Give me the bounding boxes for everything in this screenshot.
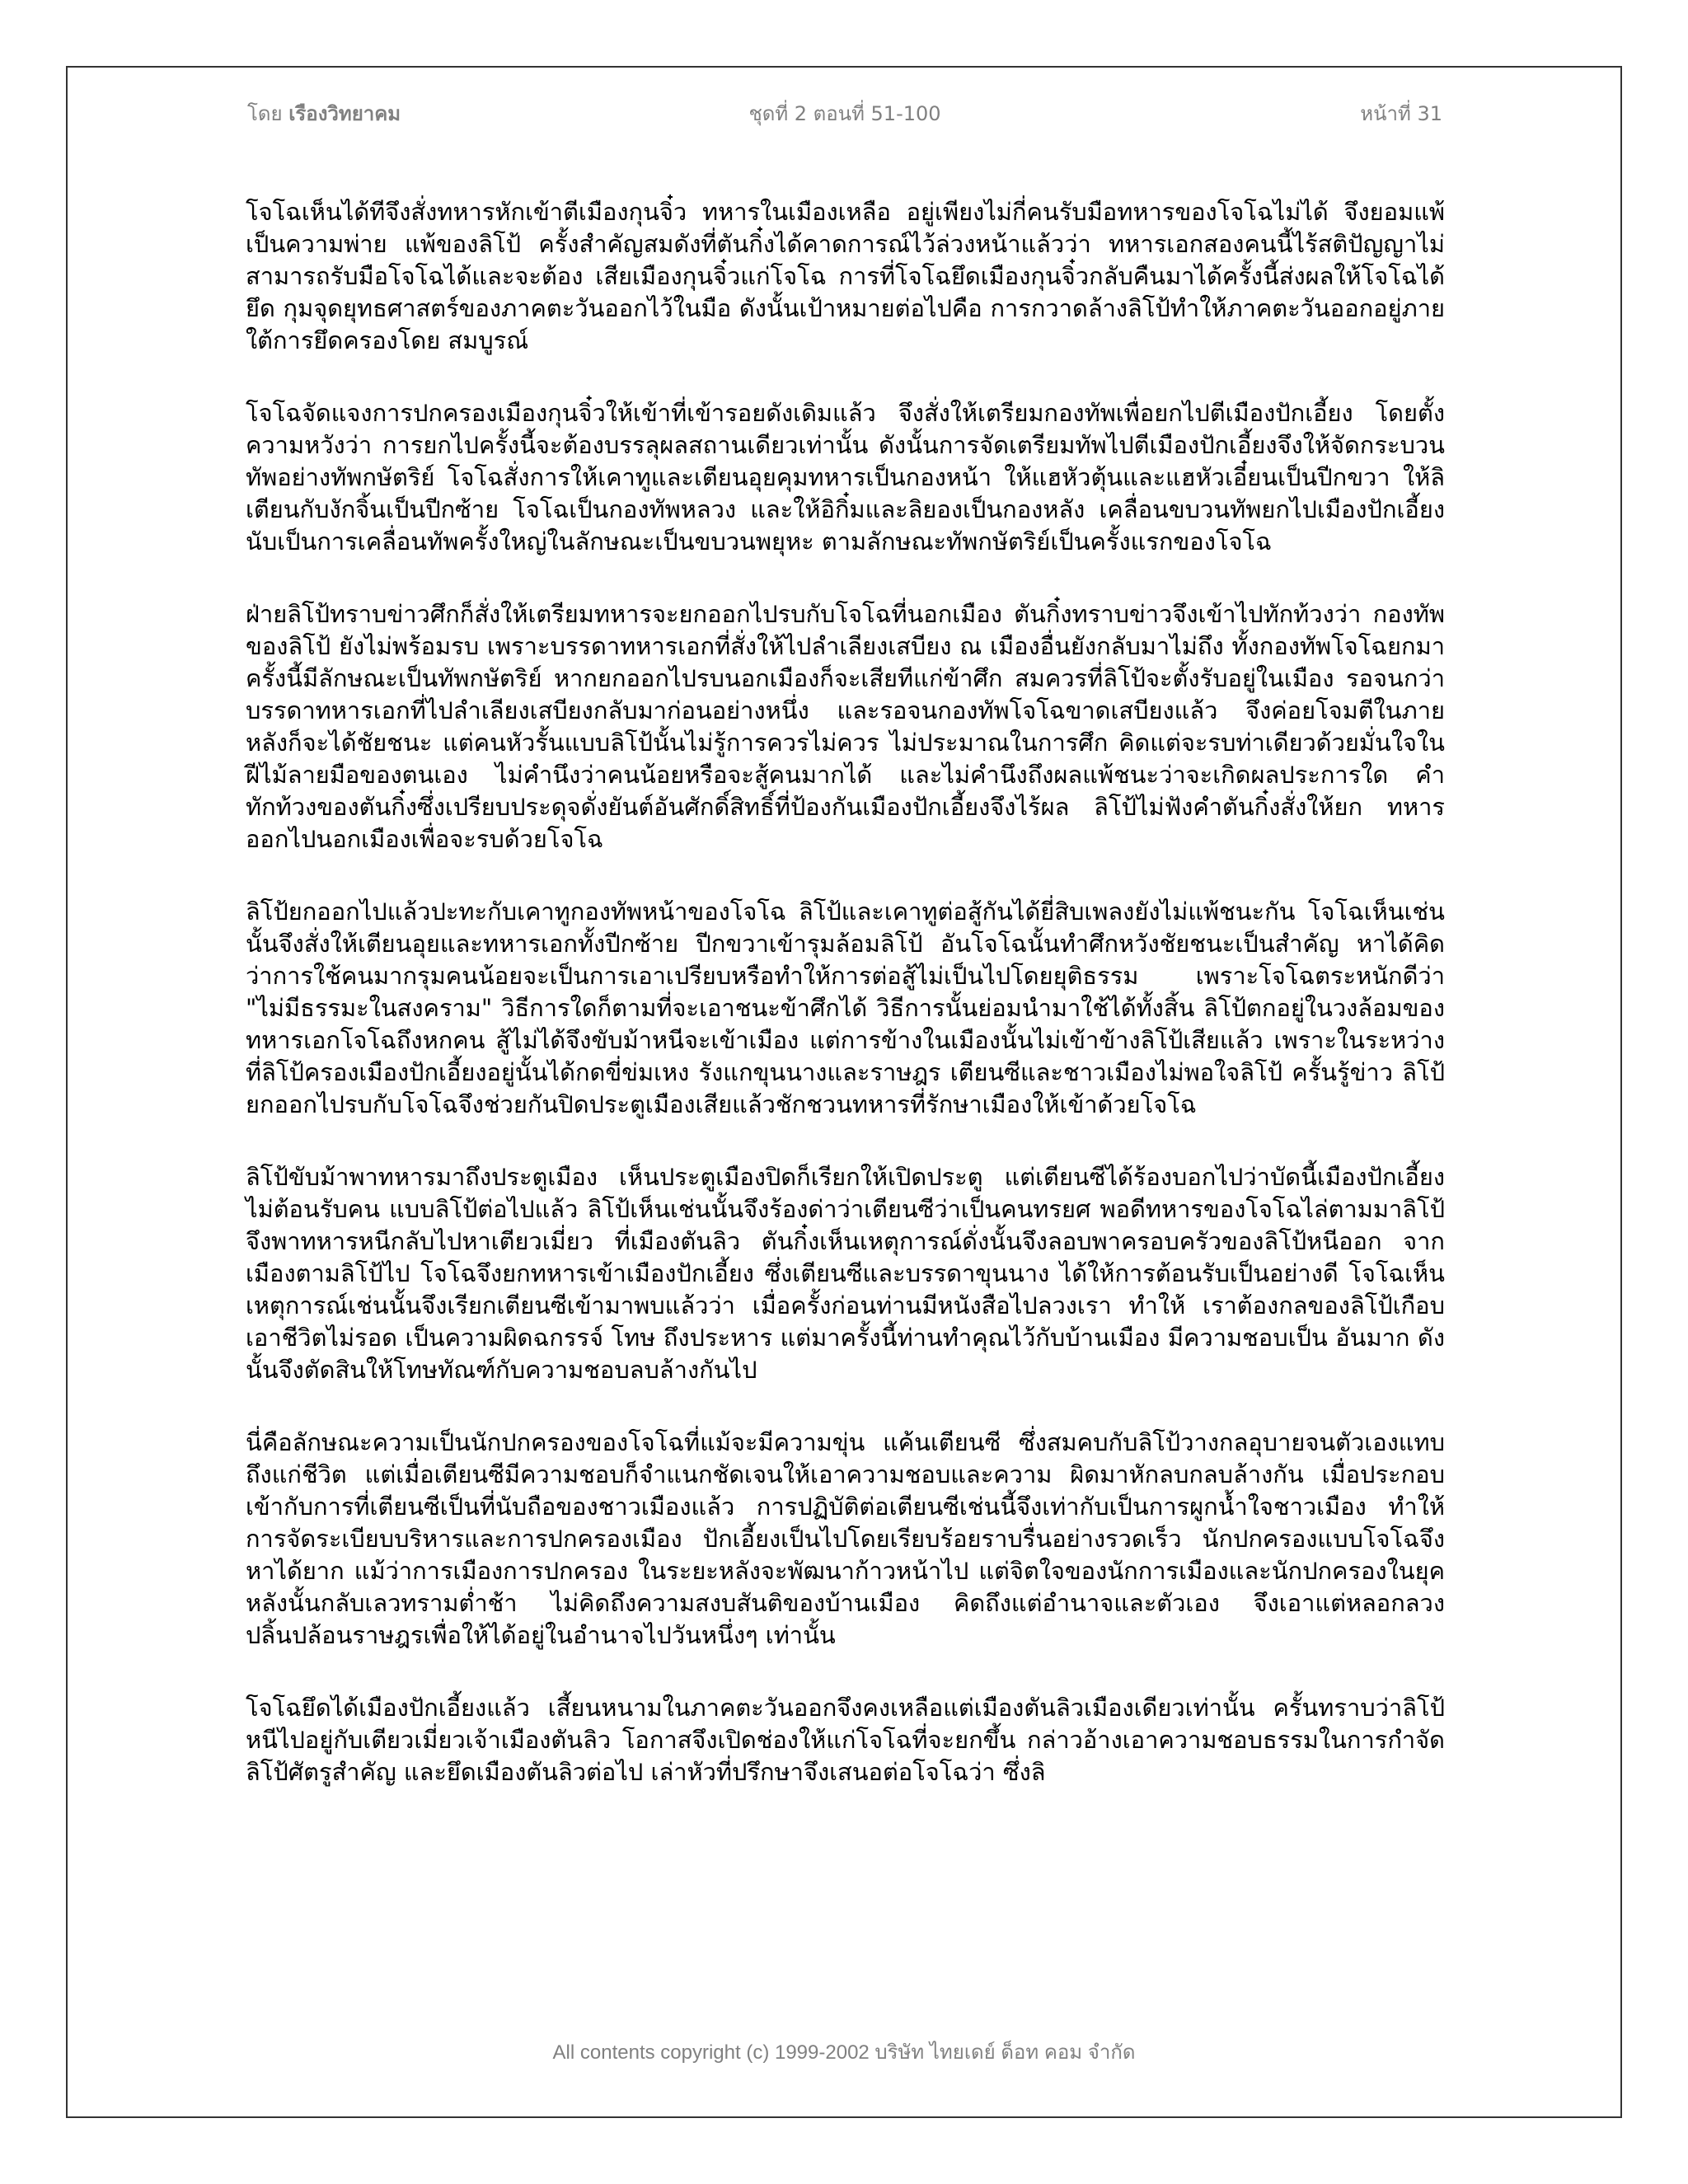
body-text bbox=[246, 196, 1445, 1788]
header-page-number: หน้าที่ 31 bbox=[1360, 102, 1442, 125]
copyright-footer: All contents copyright (c) 1999-2002 บริษัท ไทยเดย์ ด็อท คอม จำกัด bbox=[552, 2041, 1136, 2064]
paragraph: โจโฉจัดแจงการปกครองเมืองกุนจิ๋วให้เข้าที่เข้ารอยดังเดิมแล้ว จึงสั่งให้เตรียมกองทัพเพื่อยกไปตีเมืองปักเอี้ยง โดยตั้งความหวังว่า การยกไปครั้งนี้จะต้องบรรลุผลสถานเดียวเท่านั้น ดังนั้นการจัดเตรียมทัพไปตีเมืองปักเอี้ยงจึงให้จัดกระบวนทัพอย่างทัพกษัตริย์ โจโฉสั่งการให้เคาทูและเตียนอุยคุมทหารเป็นกองหน้า ให้แฮหัวตุ้นและแฮหัวเอี๋ยนเป็นปีกขวา ให้ลิเตียนกับงักจิ้นเป็นปีกซ้าย โจโฉเป็นกองทัพหลวง และให้อิกิ๋มและลิยองเป็นกองหลัง เคลื่อนขบวนทัพยกไปเมืองปักเอี้ยง นับเป็นการเคลื่อนทัพครั้งใหญ่ในลักษณะเป็นขบวนพยุหะ ตามลักษณะทัพกษัตริย์เป็นครั้งแรกของโจโฉ bbox=[246, 399, 1445, 555]
header-author-name: เรืองวิทยาคม bbox=[288, 102, 401, 125]
header-series: ชุดที่ 2 ตอนที่ 51-100 bbox=[748, 102, 941, 125]
header-author-prefix: โดย bbox=[247, 102, 283, 125]
running-header bbox=[247, 97, 1442, 130]
paragraph: โจโฉยึดได้เมืองปักเอี้ยงแล้ว เสี้ยนหนามในภาคตะวันออกจึงคงเหลือแต่เมืองตันลิวเมืองเดียวเท่านั้น ครั้นทราบว่าลิโป้หนีไปอยู่กับเตียวเมี่ยวเจ้าเมืองตันลิว โอกาสจึงเปิดช่องให้แก่โจโฉที่จะยกขึ้น กล่าวอ้างเอาความชอบธรรมในการกำจัดลิโป้ศัตรูสำคัญ และยึดเมืองตันลิวต่อไป เล่าหัวที่ปรึกษาจึงเสนอต่อโจโฉว่า ซึ่งลิ bbox=[246, 1694, 1445, 1786]
paragraph: ลิโป้ขับม้าพาทหารมาถึงประตูเมือง เห็นประตูเมืองปิดก็เรียกให้เปิดประตู แต่เตียนซีได้ร้องบอกไปว่าบัดนี้เมืองปักเอี้ยงไม่ต้อนรับคน แบบลิโป้ต่อไปแล้ว ลิโป้เห็นเช่นนั้นจึงร้องด่าว่าเตียนซีว่าเป็นคนทรยศ พอดีทหารของโจโฉไล่ตามมาลิโป้จึงพาทหารหนีกลับไปหาเตียวเมี่ยว ที่เมืองตันลิว ตันกิ๋งเห็นเหตุการณ์ดั่งนั้นจึงลอบพาครอบครัวของลิโป้หนีออก จากเมืองตามลิโป้ไป โจโฉจึงยกทหารเข้าเมืองปักเอี้ยง ซึ่งเตียนซีและบรรดาขุนนาง ได้ให้การต้อนรับเป็นอย่างดี โจโฉเห็นเหตุการณ์เช่นนั้นจึงเรียกเตียนซีเข้ามาพบแล้วว่า เมื่อครั้งก่อนท่านมีหนังสือไปลวงเรา ทำให้ เราต้องกลของลิโป้เกือบเอาชีวิตไม่รอด เป็นความผิดฉกรรจ์ โทษ ถึงประหาร แต่มาครั้งนี้ท่านทำคุณไว้กับบ้านเมือง มีความชอบเป็น อันมาก ดังนั้นจึงตัดสินให้โทษทัณฑ์กับความชอบลบล้างกันไป bbox=[246, 1163, 1445, 1384]
paragraph: โจโฉเห็นได้ทีจึงสั่งทหารหักเข้าตีเมืองกุนจิ๋ว ทหารในเมืองเหลือ อยู่เพียงไม่กี่คนรับมือทหารของโจโฉไม่ได้ จึงยอมแพ้ เป็นความพ่าย แพ้ของลิโป้ ครั้งสำคัญสมดังที่ตันกิ๋งได้คาดการณ์ไว้ล่วงหน้าแล้วว่า ทหารเอกสองคนนี้ไร้สติปัญญาไม่สามารถรับมือโจโฉได้และจะต้อง เสียเมืองกุนจิ๋วแก่โจโฉ การที่โจโฉยึดเมืองกุนจิ๋วกลับคืนมาได้ครั้งนี้ส่งผลให้โจโฉได้ยึด กุมจุดยุทธศาสตร์ของภาคตะวันออกไว้ในมือ ดังนั้นเป้าหมายต่อไปคือ การกวาดล้างลิโป้ทำให้ภาคตะวันออกอยู่ภายใต้การยึดครองโดย สมบูรณ์ bbox=[246, 198, 1445, 354]
paragraph: ลิโป้ยกออกไปแล้วปะทะกับเคาทูกองทัพหน้าของโจโฉ ลิโป้และเคาทูต่อสู้กันได้ยี่สิบเพลงยังไม่แพ้ชนะกัน โจโฉเห็นเช่นนั้นจึงสั่งให้เตียนอุยและทหารเอกทั้งปีกซ้าย ปีกขวาเข้ารุมล้อมลิโป้ อันโจโฉนั้นทำศึกหวังชัยชนะเป็นสำคัญ หาได้คิดว่าการใช้คนมากรุมคนน้อยจะเป็นการเอาเปรียบหรือทำให้การต่อสู้ไม่เป็นไปโดยยุติธรรม เพราะโจโฉตระหนักดีว่า "ไม่มีธรรมะในสงคราม" วิธีการใดก็ตามที่จะเอาชนะข้าศึกได้ วิธีการนั้นย่อมนำมาใช้ได้ทั้งสิ้น ลิโป้ตกอยู่ในวงล้อมของทหารเอกโจโฉถึงหกคน สู้ไม่ได้จึงขับม้าหนีจะเข้าเมือง แต่การข้างในเมืองนั้นไม่เข้าข้างลิโป้เสียแล้ว เพราะในระหว่างที่ลิโป้ครองเมืองปักเอี้ยงอยู่นั้นได้กดขี่ข่มเหง รังแกขุนนางและราษฎร เตียนซีและชาวเมืองไม่พอใจลิโป้ ครั้นรู้ข่าว ลิโป้ยกออกไปรบกับโจโฉจึงช่วยกันปิดประตูเมืองเสียแล้วชักชวนทหารที่รักษาเมืองให้เข้าด้วยโจโฉ bbox=[246, 898, 1445, 1118]
paragraph: ฝ่ายลิโป้ทราบข่าวศึกก็สั่งให้เตรียมทหารจะยกออกไปรบกับโจโฉที่นอกเมือง ตันกิ๋งทราบข่าวจึงเข้าไปทักท้วงว่า กองทัพของลิโป้ ยังไม่พร้อมรบ เพราะบรรดาทหารเอกที่สั่งให้ไปลำเลียงเสบียง ณ เมืองอื่นยังกลับมาไม่ถึง ทั้งกองทัพโจโฉยกมาครั้งนี้มีลักษณะเป็นทัพกษัตริย์ หากยกออกไปรบนอกเมืองก็จะเสียทีแก่ข้าศึก สมควรที่ลิโป้จะตั้งรับอยู่ในเมือง รอจนกว่าบรรดาทหารเอกที่ไปลำเลียงเสบียงกลับมาก่อนอย่างหนึ่ง และรอจนกองทัพโจโฉขาดเสบียงแล้ว จึงค่อยโจมตีในภายหลังก็จะได้ชัยชนะ แต่คนหัวรั้นแบบลิโป้นั้นไม่รู้การควรไม่ควร ไม่ประมาณในการศึก คิดแต่จะรบท่าเดียวด้วยมั่นใจในฝีไม้ลายมือของตนเอง ไม่คำนึงว่าคนน้อยหรือจะสู้คนมากได้ และไม่คำนึงถึงผลแพ้ชนะว่าจะเกิดผลประการใด คำทักท้วงของตันกิ๋งซึ่งเปรียบประดุจดั่งยันต์อันศักดิ์สิทธิ์ที่ป้องกันเมืองปักเอี้ยงจึงไร้ผล ลิโป้ไม่ฟังคำตันกิ๋งสั่งให้ยก ทหารออกไปนอกเมืองเพื่อจะรบด้วยโจโฉ bbox=[246, 600, 1445, 853]
paragraph: นี่คือลักษณะความเป็นนักปกครองของโจโฉที่แม้จะมีความขุ่น แค้นเตียนซี ซึ่งสมคบกับลิโป้วางกลอุบายจนตัวเองแทบถึงแก่ชีวิต แต่เมื่อเตียนซีมีความชอบก็จำแนกชัดเจนให้เอาความชอบและความ ผิดมาหักลบกลบล้างกัน เมื่อประกอบเข้ากับการที่เตียนซีเป็นที่นับถือของชาวเมืองแล้ว การปฏิบัติต่อเตียนซีเช่นนี้จึงเท่ากับเป็นการผูกน้ำใจชาวเมือง ทำให้การจัดระเบียบบริหารและการปกครองเมือง ปักเอี้ยงเป็นไปโดยเรียบร้อยราบรื่นอย่างรวดเร็ว นักปกครองแบบโจโฉจึงหาได้ยาก แม้ว่าการเมืองการปกครอง ในระยะหลังจะพัฒนาก้าวหน้าไป แต่จิตใจของนักการเมืองและนักปกครองในยุคหลังนั้นกลับเลวทรามต่ำช้า ไม่คิดถึงความสงบสันติของบ้านเมือง คิดถึงแต่อำนาจและตัวเอง จึงเอาแต่หลอกลวงปลิ้นปล้อนราษฎรเพื่อให้ได้อยู่ในอำนาจไปวันหนึ่งๆ เท่านั้น bbox=[246, 1428, 1445, 1649]
